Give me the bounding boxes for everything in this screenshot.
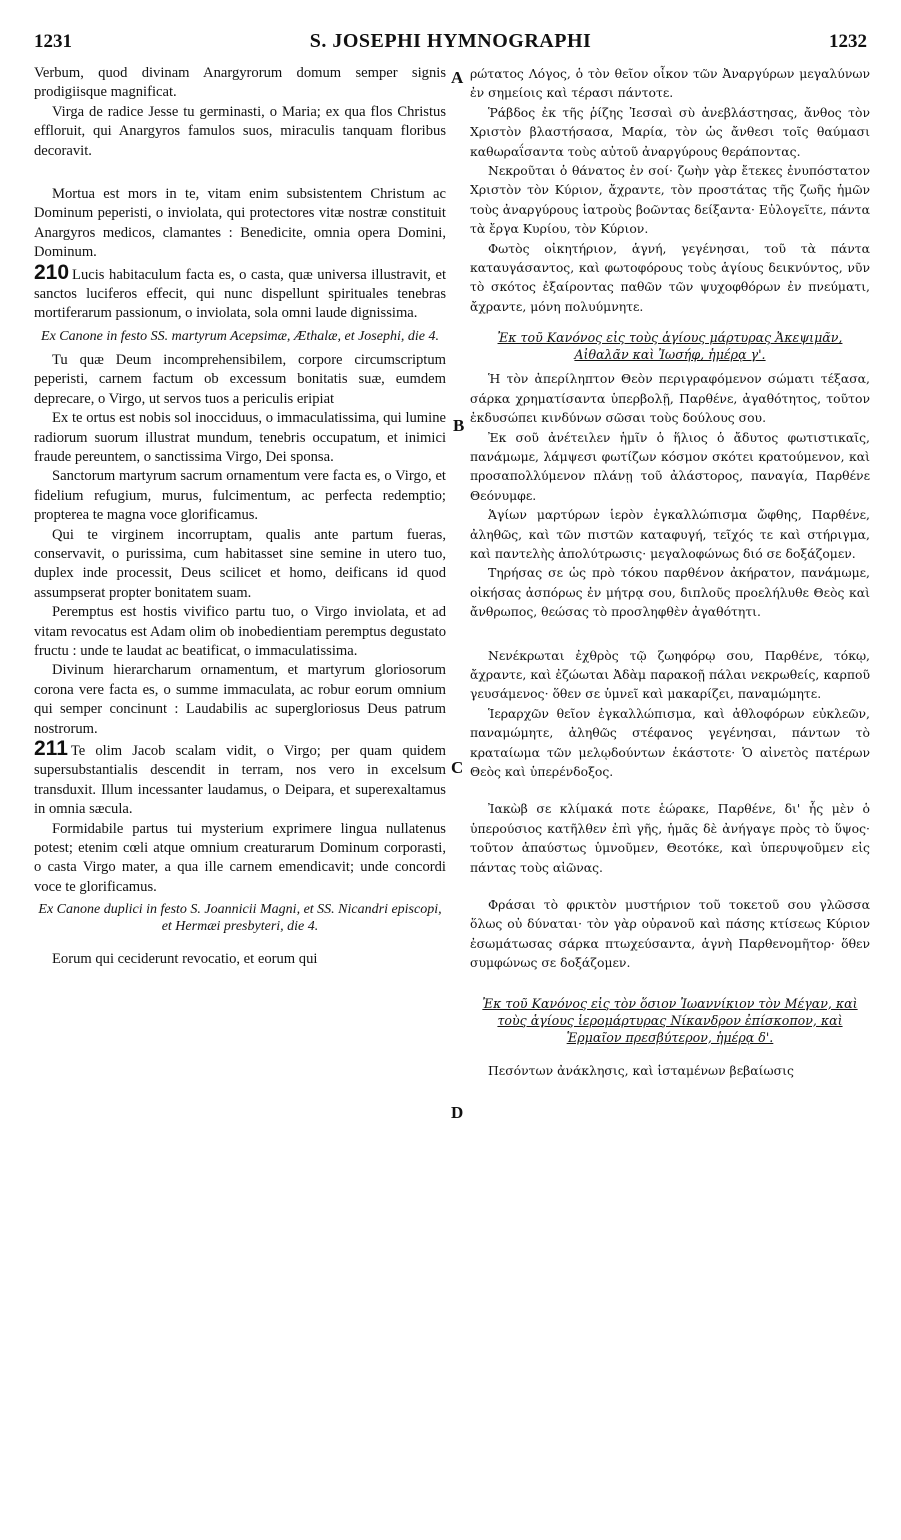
- latin-paragraph: Ex te ortus est nobis sol inocciduus, o immaculatissima, qui lumine radiorum suorum illustrat mundum, tenebris occupatum, et inimici fraude pereuntem, o sanctissima Virgo, Dei sponsa.: [34, 410, 446, 465]
- margin-marker-c: C: [451, 758, 464, 777]
- greek-paragraph: Πεσόντων ἀνάκλησις, καὶ ἱσταμένων βεβαίωσις: [488, 1062, 794, 1078]
- latin-paragraph-numbered: [34, 739, 446, 820]
- greek-paragraph: Νεκροῦται ὁ θάνατος ἐν σοί· ζωὴν γὰρ ἔτεκες ἐνυπόστατον Χριστὸν τὸν Κύριον, ἄχραντε, τὸν προστάτας τῆς ζωῆς ἡμῶν τοὺς ἀναργύρους ἰατροὺς βοῶντας δείξαντα· Εὐλογεῖτε, πάντα τὰ ἔργα Κυρίου, τὸν Κύριον.: [470, 163, 870, 237]
- greek-paragraph: Ἁγίων μαρτύρων ἱερὸν ἐγκαλλώπισμα ὤφθης, Παρθένε, ἀληθῶς, καὶ τῶν πιστῶν καταφυγή, τεῖχός τε καὶ στήριγμα, καὶ παντελὴς ἀπολύτρωσις· μεγαλοφώνως διό σε δοξάζομεν.: [470, 507, 870, 561]
- margin-marker-a: A: [451, 68, 464, 87]
- right-page-number: 1232: [828, 31, 867, 52]
- greek-paragraph: Φωτὸς οἰκητήριον, ἁγνή, γεγένησαι, τοῦ τὰ πάντα καταυγάσαντος, καὶ φωτοφόρους τοὺς ἁγίους δεικνύντος, νῦν τὸ σκότος ἐξαίροντας παθῶν τῶν ψυχοφθόρων ἐν πνεύματι, ἄχραντε, μόνη πολυύμνητε.: [470, 240, 870, 314]
- running-title: S. JOSEPHI HYMNOGRAPHI: [309, 30, 592, 52]
- greek-paragraph: Νενέκρωται ἐχθρὸς τῷ ζωηφόρῳ σου, Παρθένε, τόκῳ, ἄχραντε, καὶ ἐζώωται Ἀδὰμ παρακοῇ πάλαι νεκρωθείς, καρποῦ γευσάμενος· ὅθεν σε ὑμνεῖ καὶ μακαρίζει, παναμώμητε.: [470, 647, 870, 702]
- greek-paragraph: ρώτατος Λόγος, ὁ τὸν θεῖον οἶκον τῶν Ἀναργύρων μεγαλύνων ἐν σημείοις καὶ τέρασι πάντοτε.: [470, 66, 870, 101]
- greek-paragraph: Ἡ τὸν ἀπερίληπτον Θεὸν περιγραφόμενον σώματι τέξασα, σάρκα χρηματίσαντα ὑπερβολῇ, Παρθένε, ἀγαθότητος, τοῦτον ἐκδυσώπει κινδύνων σῶσαι τοὺς δούλους σου.: [470, 371, 870, 426]
- greek-paragraph: Ἐκ σοῦ ἀνέτειλεν ἡμῖν ὁ ἥλιος ὁ ἄδυτος φωτιστικαῖς, πανάμωμε, λάμψεσι φωτίζων κόσμον σκότει κρατούμενον, καὶ προσαπολλύμενον πλάνῃ τοῦ ἀλάστορος, παναγία, Παρθένε Θεόνυμφε.: [470, 429, 870, 503]
- greek-paragraph: Ἱεραρχῶν θεῖον ἐγκαλλώπισμα, καὶ ἀθλοφόρων εὐκλεῶν, παναμώμητε, ἀληθῶς στέφανος γεγένησαι, πάντων τὸ κραταίωμα τῶν μελῳδούντων ἑκάστοτε· Ὁ αἰνετὸς πατέρων Θεὸς καὶ ὑπερένδοξος.: [470, 705, 870, 779]
- latin-paragraph-text: Te olim Jacob scalam vidit, o Virgo; per quam quidem supersubstantialis descendit in terram, nos vero in excelsum transduxit. Illum incessanter laudamus, o Deipara, et superexaltamus in omnia sæcula.: [34, 743, 446, 818]
- greek-paragraph: Φράσαι τὸ φρικτὸν μυστήριον τοῦ τοκετοῦ σου γλῶσσα ὅλως οὐ δύναται· τὸν γὰρ οὐρανοῦ καὶ πάσης κτίσεως Κύριον ἐσωμάτωσας σάρκα πτωχεύσαντα, ἁγνὴ Παρθενομῆτορ· ὅθεν συμφώνως σε δοξάζομεν.: [470, 897, 870, 971]
- latin-paragraph: Virga de radice Jesse tu germinasti, o Maria; ex qua flos Christus effloruit, qui Anargyros famulos suos, miraculis tanquam floribus decoravit.: [34, 103, 446, 159]
- latin-paragraph: Verbum, quod divinam Anargyrorum domum semper signis prodigiisque magnificat.: [34, 65, 446, 101]
- latin-paragraph: Divinum hierarcharum ornamentum, et martyrum gloriosorum corona vere facta es, o summe immaculata, ac robur eorum omnium qui semper concinunt : Laudabilis ac supergloriosus Deus patrum nostrorum.: [34, 662, 446, 737]
- latin-paragraph: Tu quæ Deum incomprehensibilem, corpore circumscriptum peperisti, carnem factum ob excessum bonitatis suæ, eumdem deprecare, o Virgo, ut servos tuos a periculis eripiat: [34, 351, 446, 407]
- latin-paragraph-text: Lucis habitaculum facta es, o casta, quæ universa illustravit, et sanctos luciferos effecit, qui nunc dispellunt spirituales tenebras mortiferarum passionum, o inviolata, sola omni laude dignissima.: [34, 266, 446, 322]
- latin-section-heading: Ex Canone in festo SS. martyrum Acepsimæ, Æthalæ, et Josephi, die 4.: [41, 328, 439, 344]
- greek-column: [470, 64, 870, 1520]
- greek-paragraph: Ῥάβδος ἐκ τῆς ῥίζης Ἰεσσαὶ σὺ ἀνεβλάστησας, ἄνθος τὸν Χριστὸν βλαστήσασα, Μαρία, τὸν ὡς ἄνθεσι τοῖς θαύμασι καθωραΐσαντα τοὺς αὐτοῦ ἀναργύρους θεράποντας.: [470, 104, 870, 159]
- left-page-number: 1231: [34, 31, 72, 52]
- latin-paragraph: Peremptus est hostis vivifico partu tuo, o Virgo inviolata, et ad vitam revocatus est Adam olim ob inobedientiam peremptus degustato fructu : unde te laudat ac beatificat, o immaculatissima.: [34, 604, 446, 659]
- latin-paragraph: Qui te virginem incorruptam, qualis ante partum fueras, conservavit, o purissima, cum habitasset sine semine in utero tuo, duplex inde processit, Deus scilicet et homo, deificans id quod assumpserat propter bonitatem suam.: [34, 526, 446, 601]
- greek-paragraph: Τηρήσας σε ὡς πρὸ τόκου παρθένον ἀκήρατον, πανάμωμε, οἰκήσας ἀσπόρως ἐν μήτρᾳ σου, διπλοῦς προελήλυθε Θεὸς καὶ ἄνθρωπος, θεώσας τὸ προσληφθὲν ἀγαθότητι.: [470, 565, 870, 620]
- latin-column: [34, 64, 446, 1520]
- latin-paragraph: Formidabile partus tui mysterium exprimere lingua nullatenus potest; etenim cœli atque omnium creaturarum Dominum corporasti, o casta Virgo mater, a qua ille carnem emendicavit; unde concordi voce te glorificamus.: [34, 820, 446, 895]
- latin-paragraph-numbered: [34, 260, 446, 324]
- greek-section-heading: Ἐκ τοῦ Κανόνος εἰς τοὺς ἁγίους μάρτυρας Ἀκεψιμᾶν, Αἰθαλᾶν καὶ Ἰωσήφ, ἡμέρᾳ γ'.: [497, 330, 843, 363]
- page-header: [34, 30, 867, 56]
- latin-paragraph: Sanctorum martyrum sacrum ornamentum vere facta es, o Virgo, et fidelium refugium, murus, fulcimentum, ac perfecta redemptio; propterea te magna voce glorificamus.: [34, 468, 446, 524]
- latin-section-heading: Ex Canone duplici in festo S. Joannicii Magni, et SS. Nicandri episcopi, et Hermæi presbyteri, die 4.: [38, 902, 442, 935]
- latin-paragraph: Mortua est mors in te, vitam enim subsistentem Christum ac Dominum peperisti, o inviolata, qui protectores vitæ nostræ constituit Anargyros medicos, clamantes : Benedicite, omnia opera Domini, Dominum.: [34, 186, 446, 261]
- section-number-210: 210: [34, 260, 70, 284]
- greek-paragraph: Ἰακὼβ σε κλίμακά ποτε ἑώρακε, Παρθένε, δι' ἧς μὲν ὁ ὑπερούσιος κατῆλθεν ἐπὶ γῆς, ἡμᾶς δὲ ἀνήγαγε πρὸς τὸ ὕψος· τοῦτον ἀπαύστως ὑμνοῦμεν, Θεοτόκε, καὶ ὑπερυψοῦμεν εἰς πάντας τοὺς αἰῶνας.: [470, 801, 870, 875]
- margin-marker-b: B: [453, 416, 465, 435]
- greek-section-heading: Ἐκ τοῦ Κανόνος εἰς τὸν ὅσιον Ἰωαννίκιον τὸν Μέγαν, καὶ τοὺς ἁγίους ἱερομάρτυρας Νίκανδρον ἐπίσκοπον, καὶ Ἑρμαῖον πρεσβύτερον, ἡμέρᾳ δ'.: [482, 995, 858, 1045]
- margin-marker-d: D: [451, 1103, 464, 1122]
- latin-paragraph: Eorum qui ceciderunt revocatio, et eorum qui: [52, 951, 318, 968]
- section-number-211: 211: [34, 737, 68, 760]
